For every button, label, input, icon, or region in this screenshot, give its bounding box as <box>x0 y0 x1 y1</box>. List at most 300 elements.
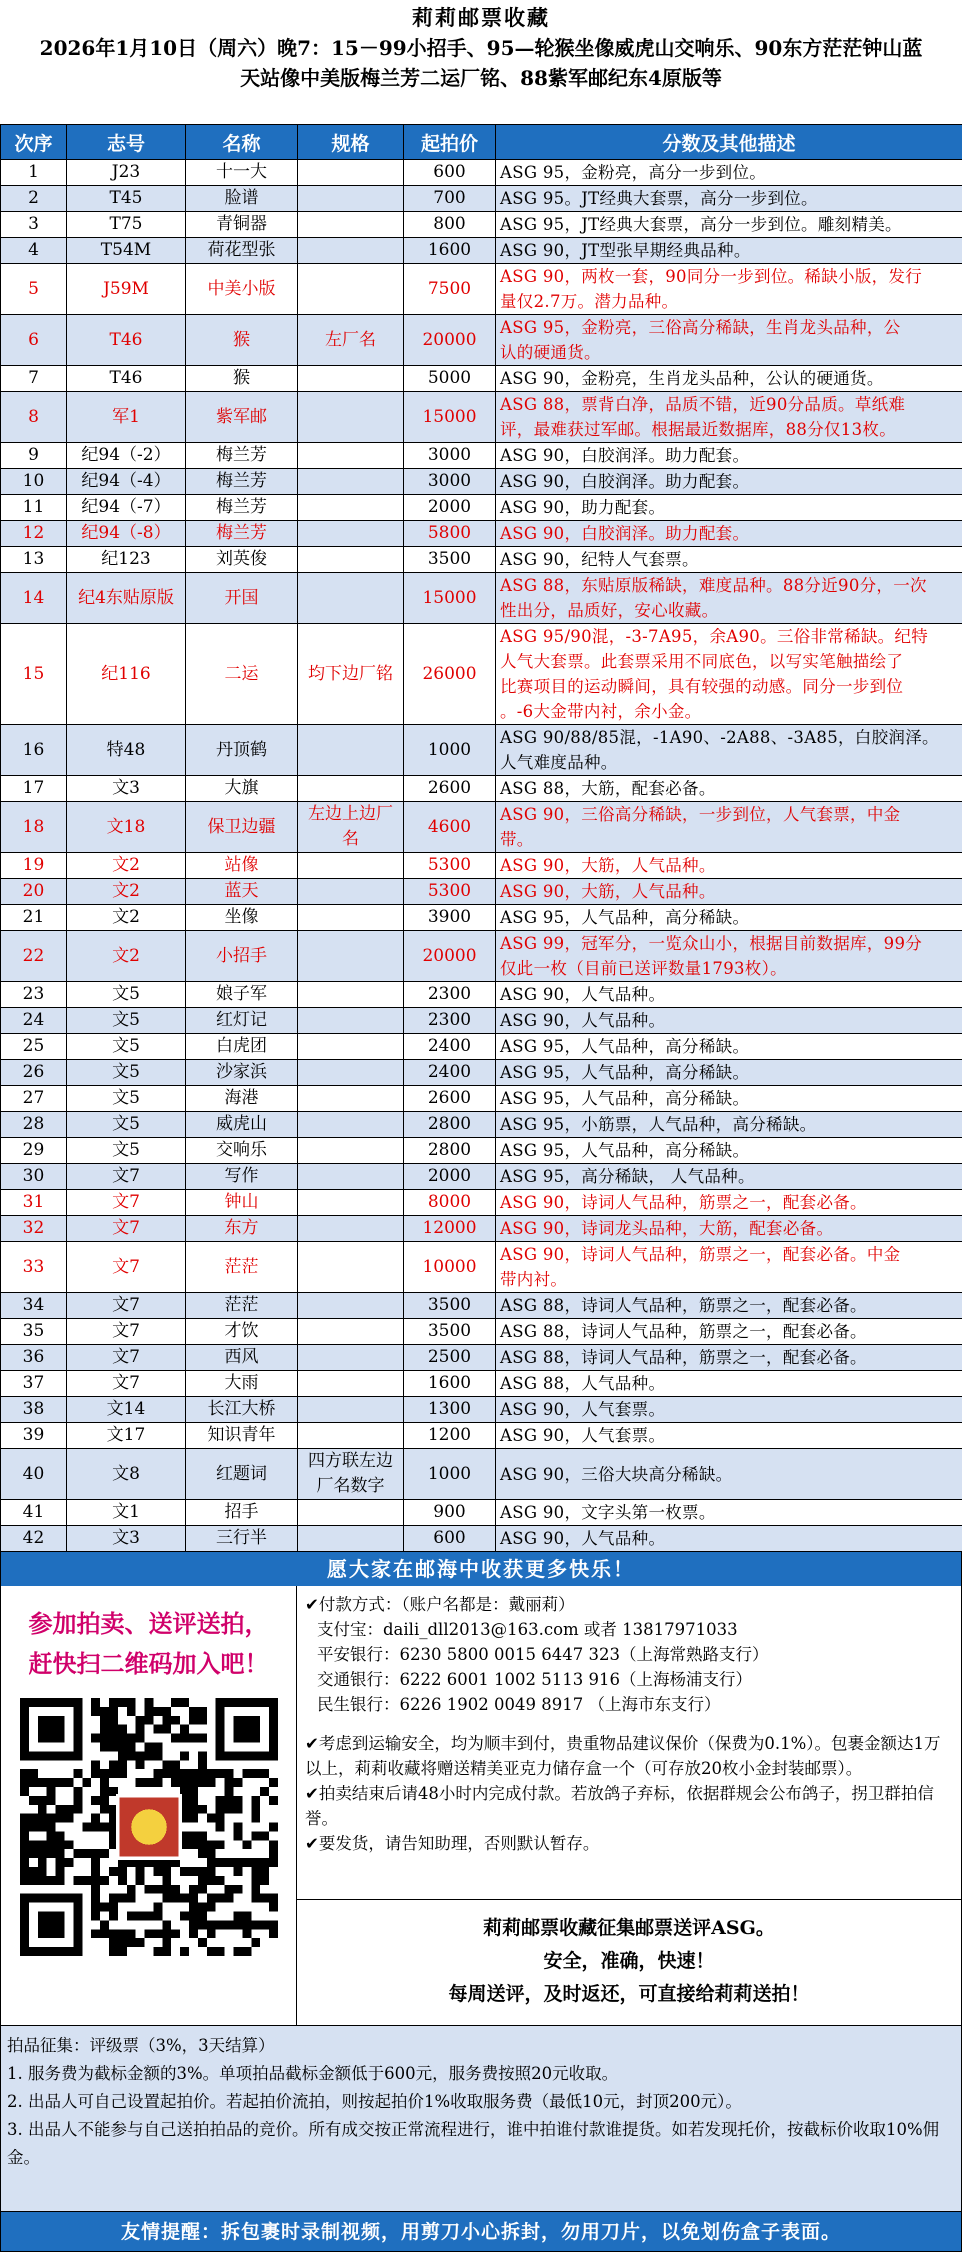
row-spec <box>298 1242 404 1293</box>
row-code: T46 <box>67 366 186 392</box>
row-price: 3000 <box>404 469 496 495</box>
row-desc-line: ASG 95，金粉亮，高分一步到位。 <box>500 160 958 185</box>
promo-line-1: 参加拍卖、送评送拍， <box>1 1604 296 1644</box>
row-name: 钟山 <box>186 1190 298 1216</box>
row-name: 长江大桥 <box>186 1397 298 1423</box>
row-price: 5300 <box>404 879 496 905</box>
row-name: 小招手 <box>186 931 298 982</box>
row-number: 2 <box>1 186 67 212</box>
row-desc-line: ASG 90，金粉亮，生肖龙头品种，公认的硬通货。 <box>500 366 958 391</box>
row-name: 刘英俊 <box>186 547 298 573</box>
row-desc <box>496 238 962 264</box>
row-number: 10 <box>1 469 67 495</box>
row-price: 2600 <box>404 1086 496 1112</box>
row-desc-line: ASG 95，人气品种，高分稀缺。 <box>500 905 958 930</box>
row-desc <box>496 495 962 521</box>
table-row <box>1 853 962 879</box>
row-desc <box>496 905 962 931</box>
rules-heading: 拍品征集：评级票（3%，3天结算） <box>7 2032 955 2060</box>
promo-line-2: 赶快扫二维码加入吧！ <box>1 1644 296 1684</box>
row-price: 2000 <box>404 495 496 521</box>
row-name: 招手 <box>186 1500 298 1526</box>
row-number: 32 <box>1 1216 67 1242</box>
row-price: 1300 <box>404 1397 496 1423</box>
header-spec: 规格 <box>298 125 404 160</box>
row-number: 11 <box>1 495 67 521</box>
row-code: 纪116 <box>67 624 186 725</box>
row-desc-line: ASG 90，三俗大块高分稀缺。 <box>500 1462 958 1487</box>
table-row <box>1 264 962 315</box>
row-desc <box>496 1086 962 1112</box>
table-row <box>1 238 962 264</box>
row-code: 文17 <box>67 1423 186 1449</box>
row-desc <box>496 725 962 776</box>
table-row <box>1 521 962 547</box>
row-price: 7500 <box>404 264 496 315</box>
row-desc-line: ASG 90，白胶润泽。助力配套。 <box>500 521 958 546</box>
page-title <box>0 0 962 124</box>
row-number: 35 <box>1 1319 67 1345</box>
payment-info <box>297 1586 961 1899</box>
row-desc <box>496 1242 962 1293</box>
row-desc-line: ASG 90，三俗高分稀缺，一步到位，人气套票，中金 <box>500 802 958 827</box>
row-name: 红题词 <box>186 1449 298 1500</box>
table-row <box>1 1190 962 1216</box>
row-desc <box>496 547 962 573</box>
row-number: 16 <box>1 725 67 776</box>
row-desc-line: ASG 90，人气套票。 <box>500 1397 958 1422</box>
table-row <box>1 1112 962 1138</box>
minsheng-account: 民生银行：6226 1902 0049 8917 （上海市东支行） <box>305 1692 953 1717</box>
row-desc-line: 。-6大金带内衬，余小金。 <box>500 699 958 724</box>
table-row <box>1 1164 962 1190</box>
row-number: 22 <box>1 931 67 982</box>
row-spec <box>298 879 404 905</box>
row-desc-line: ASG 95，JT经典大套票，高分一步到位。雕刻精美。 <box>500 212 958 237</box>
payment-heading: ✔付款方式：（账户名都是：戴丽莉） <box>305 1592 953 1617</box>
table-row <box>1 160 962 186</box>
row-spec <box>298 1526 404 1552</box>
row-code: 文7 <box>67 1345 186 1371</box>
alipay-account: 支付宝：daili_dll2013@163.com 或者 13817971033 <box>305 1617 953 1642</box>
row-name: 坐像 <box>186 905 298 931</box>
row-price: 2300 <box>404 982 496 1008</box>
row-desc <box>496 802 962 853</box>
table-row <box>1 547 962 573</box>
row-name: 交响乐 <box>186 1138 298 1164</box>
row-desc-line: ASG 88，东贴原版稀缺，难度品种。88分近90分，一次 <box>500 573 958 598</box>
row-price: 900 <box>404 1500 496 1526</box>
table-row <box>1 1423 962 1449</box>
row-desc-line: ASG 90，两枚一套，90同分一步到位。稀缺小版，发行 <box>500 264 958 289</box>
row-desc-line: ASG 90，诗词人气品种，筋票之一，配套必备。中金 <box>500 1242 958 1267</box>
row-number: 9 <box>1 443 67 469</box>
row-name: 茫茫 <box>186 1242 298 1293</box>
row-code: 文5 <box>67 1060 186 1086</box>
row-code: 特48 <box>67 725 186 776</box>
row-number: 33 <box>1 1242 67 1293</box>
row-number: 13 <box>1 547 67 573</box>
row-price: 600 <box>404 160 496 186</box>
row-desc <box>496 1190 962 1216</box>
row-price: 12000 <box>404 1216 496 1242</box>
table-row <box>1 469 962 495</box>
row-spec <box>298 982 404 1008</box>
row-code: 文1 <box>67 1500 186 1526</box>
row-spec <box>298 547 404 573</box>
row-spec <box>298 573 404 624</box>
row-spec <box>298 1086 404 1112</box>
row-price: 3500 <box>404 547 496 573</box>
row-desc-line: ASG 90，诗词龙头品种，大筋，配套必备。 <box>500 1216 958 1241</box>
table-row <box>1 1319 962 1345</box>
rule-1: 1. 服务费为截标金额的3%。单项拍品截标金额低于600元，服务费按照20元收取。 <box>7 2060 955 2088</box>
row-name: 茫茫 <box>186 1293 298 1319</box>
collect-line-3: 每周送评，及时返还，可直接给莉莉送拍！ <box>297 1978 961 2011</box>
row-desc-line: ASG 90，JT型张早期经典品种。 <box>500 238 958 263</box>
row-desc <box>496 1397 962 1423</box>
row-number: 39 <box>1 1423 67 1449</box>
row-price: 3500 <box>404 1319 496 1345</box>
row-spec: 四方联左边厂名数字 <box>298 1449 404 1500</box>
row-desc <box>496 1500 962 1526</box>
header-price: 起拍价 <box>404 125 496 160</box>
row-name: 保卫边疆 <box>186 802 298 853</box>
row-number: 26 <box>1 1060 67 1086</box>
row-number: 23 <box>1 982 67 1008</box>
row-price: 4600 <box>404 802 496 853</box>
row-spec: 均下边厂铭 <box>298 624 404 725</box>
row-desc-line: 带。 <box>500 827 958 852</box>
row-desc-line: ASG 99，冠军分，一览众山小，根据目前数据库，99分 <box>500 931 958 956</box>
row-number: 40 <box>1 1449 67 1500</box>
row-desc <box>496 1034 962 1060</box>
row-code: 纪94（-7） <box>67 495 186 521</box>
row-spec <box>298 1112 404 1138</box>
row-name: 二运 <box>186 624 298 725</box>
row-price: 15000 <box>404 392 496 443</box>
row-desc-line: ASG 88，票背白净，品质不错，近90分品质。草纸难 <box>500 392 958 417</box>
row-desc-line: ASG 90，纪特人气套票。 <box>500 547 958 572</box>
row-spec <box>298 495 404 521</box>
row-desc <box>496 776 962 802</box>
table-row <box>1 1526 962 1552</box>
row-code: 文7 <box>67 1190 186 1216</box>
table-row <box>1 392 962 443</box>
table-row <box>1 725 962 776</box>
row-desc <box>496 1371 962 1397</box>
row-number: 7 <box>1 366 67 392</box>
row-name: 青铜器 <box>186 212 298 238</box>
row-spec <box>298 1190 404 1216</box>
row-name: 荷花型张 <box>186 238 298 264</box>
row-name: 三行半 <box>186 1526 298 1552</box>
jiaotong-account: 交通银行：6222 6001 1002 5113 916（上海杨浦支行） <box>305 1667 953 1692</box>
row-number: 21 <box>1 905 67 931</box>
row-number: 29 <box>1 1138 67 1164</box>
row-desc-line: ASG 90，助力配套。 <box>500 495 958 520</box>
collect-line-1: 莉莉邮票收藏征集邮票送评ASG。 <box>297 1912 961 1945</box>
row-desc <box>496 160 962 186</box>
row-code: 文7 <box>67 1242 186 1293</box>
row-price: 5000 <box>404 366 496 392</box>
deadline-note: ✔拍卖结束后请48小时内完成付款。若放鸽子弃标，依据群规会公布鸽子，拐卫群拍信誉。 <box>305 1781 953 1831</box>
row-price: 1000 <box>404 1449 496 1500</box>
table-row <box>1 802 962 853</box>
table-row <box>1 1086 962 1112</box>
table-row <box>1 879 962 905</box>
row-number: 14 <box>1 573 67 624</box>
row-code: T46 <box>67 315 186 366</box>
table-row <box>1 495 962 521</box>
row-name: 白虎团 <box>186 1034 298 1060</box>
row-name: 海港 <box>186 1086 298 1112</box>
row-code: 纪94（-4） <box>67 469 186 495</box>
table-row <box>1 1345 962 1371</box>
qr-code-icon[interactable] <box>20 1698 278 1956</box>
row-number: 37 <box>1 1371 67 1397</box>
row-desc <box>496 1449 962 1500</box>
row-name: 威虎山 <box>186 1112 298 1138</box>
row-name: 梅兰芳 <box>186 521 298 547</box>
row-price: 3500 <box>404 1293 496 1319</box>
row-code: 文5 <box>67 1008 186 1034</box>
row-price: 2500 <box>404 1345 496 1371</box>
row-name: 十一大 <box>186 160 298 186</box>
table-row <box>1 982 962 1008</box>
header-no: 次序 <box>1 125 67 160</box>
row-code: J59M <box>67 264 186 315</box>
table-row <box>1 931 962 982</box>
row-desc <box>496 366 962 392</box>
row-desc <box>496 443 962 469</box>
row-number: 20 <box>1 879 67 905</box>
row-desc <box>496 1423 962 1449</box>
row-name: 脸谱 <box>186 186 298 212</box>
row-desc-line: ASG 90，人气品种。 <box>500 1008 958 1033</box>
row-desc <box>496 1293 962 1319</box>
row-code: 文7 <box>67 1216 186 1242</box>
row-number: 41 <box>1 1500 67 1526</box>
row-desc-line: ASG 90，诗词人气品种，筋票之一，配套必备。 <box>500 1190 958 1215</box>
row-code: 文3 <box>67 776 186 802</box>
auction-table <box>0 124 962 1552</box>
row-number: 3 <box>1 212 67 238</box>
row-number: 27 <box>1 1086 67 1112</box>
row-desc-line: ASG 95，小筋票，人气品种，高分稀缺。 <box>500 1112 958 1137</box>
table-row <box>1 1397 962 1423</box>
row-number: 5 <box>1 264 67 315</box>
rule-3: 3. 出品人不能参与自己送拍拍品的竞价。所有成交按正常流程进行，谁中拍谁付款谁提货。如若发现托价，按截标价收取10%佣金。 <box>7 2116 955 2172</box>
row-desc <box>496 212 962 238</box>
row-number: 31 <box>1 1190 67 1216</box>
row-desc <box>496 1526 962 1552</box>
row-desc-line: ASG 95，高分稀缺， 人气品种。 <box>500 1164 958 1189</box>
row-code: 文7 <box>67 1164 186 1190</box>
row-desc-line: ASG 90，文字头第一枚票。 <box>500 1500 958 1525</box>
row-number: 25 <box>1 1034 67 1060</box>
row-code: 纪94（-2） <box>67 443 186 469</box>
row-name: 沙家浜 <box>186 1060 298 1086</box>
row-desc-line: ASG 90，人气品种。 <box>500 982 958 1007</box>
row-code: 纪4东贴原版 <box>67 573 186 624</box>
table-row <box>1 1216 962 1242</box>
row-name: 大雨 <box>186 1371 298 1397</box>
row-name: 中美小版 <box>186 264 298 315</box>
row-desc <box>496 573 962 624</box>
row-spec: 左厂名 <box>298 315 404 366</box>
row-spec <box>298 1060 404 1086</box>
table-row <box>1 1060 962 1086</box>
header-code: 志号 <box>67 125 186 160</box>
table-row <box>1 776 962 802</box>
row-spec <box>298 1319 404 1345</box>
row-name: 猴 <box>186 315 298 366</box>
collect-line-2: 安全，准确，快速！ <box>297 1945 961 1978</box>
row-price: 15000 <box>404 573 496 624</box>
row-price: 26000 <box>404 624 496 725</box>
row-desc <box>496 186 962 212</box>
row-price: 3000 <box>404 443 496 469</box>
row-price: 2600 <box>404 776 496 802</box>
row-desc <box>496 1319 962 1345</box>
row-desc <box>496 392 962 443</box>
title-line-2: 2026年1月10日（周六）晚7：15－99小招手、95—轮猴坐像威虎山交响乐、90东方茫茫钟山蓝 <box>0 33 962 63</box>
row-spec <box>298 776 404 802</box>
row-number: 18 <box>1 802 67 853</box>
row-spec <box>298 212 404 238</box>
row-spec <box>298 238 404 264</box>
row-code: 军1 <box>67 392 186 443</box>
row-spec <box>298 1008 404 1034</box>
row-name: 娘子军 <box>186 982 298 1008</box>
row-price: 1600 <box>404 238 496 264</box>
row-desc-line: ASG 88，人气品种。 <box>500 1371 958 1396</box>
row-desc-line: ASG 95，人气品种，高分稀缺。 <box>500 1138 958 1163</box>
table-row <box>1 1500 962 1526</box>
wish-bar: 愿大家在邮海中收获更多快乐！ <box>0 1552 962 1586</box>
row-desc <box>496 315 962 366</box>
row-spec <box>298 1423 404 1449</box>
row-desc-line: ASG 95，人气品种，高分稀缺。 <box>500 1086 958 1111</box>
row-price: 2400 <box>404 1060 496 1086</box>
row-spec <box>298 931 404 982</box>
table-row <box>1 1138 962 1164</box>
row-price: 1600 <box>404 1371 496 1397</box>
row-spec <box>298 186 404 212</box>
row-spec <box>298 1500 404 1526</box>
row-spec <box>298 1216 404 1242</box>
row-desc-line: ASG 90，白胶润泽。助力配套。 <box>500 443 958 468</box>
row-spec: 左边上边厂名 <box>298 802 404 853</box>
row-desc-line: ASG 88，大筋，配套必备。 <box>500 776 958 801</box>
row-desc <box>496 1164 962 1190</box>
row-desc-line: ASG 95，人气品种，高分稀缺。 <box>500 1060 958 1085</box>
row-desc <box>496 1112 962 1138</box>
row-desc-line: ASG 90，大筋，人气品种。 <box>500 853 958 878</box>
row-price: 3900 <box>404 905 496 931</box>
row-desc <box>496 264 962 315</box>
header-desc: 分数及其他描述 <box>496 125 962 160</box>
row-number: 42 <box>1 1526 67 1552</box>
row-code: 文5 <box>67 982 186 1008</box>
row-number: 8 <box>1 392 67 443</box>
payment-section <box>0 1586 962 2026</box>
row-desc <box>496 1216 962 1242</box>
row-desc-line: ASG 90，人气套票。 <box>500 1423 958 1448</box>
row-desc-line: 比赛项目的运动瞬间，具有较强的动感。同分一步到位 <box>500 674 958 699</box>
collect-notice <box>297 1899 961 2025</box>
row-spec <box>298 1138 404 1164</box>
row-spec <box>298 366 404 392</box>
row-number: 36 <box>1 1345 67 1371</box>
table-row <box>1 905 962 931</box>
row-code: 文7 <box>67 1293 186 1319</box>
row-name: 梅兰芳 <box>186 495 298 521</box>
row-code: 文5 <box>67 1112 186 1138</box>
qr-column <box>1 1586 297 2025</box>
row-desc-line: 人气大套票。此套票采用不同底色，以写实笔触描绘了 <box>500 649 958 674</box>
row-code: 文2 <box>67 853 186 879</box>
row-code: 文2 <box>67 931 186 982</box>
table-row <box>1 1242 962 1293</box>
row-price: 800 <box>404 212 496 238</box>
row-desc-line: ASG 95/90混，-3-7A95，余A90。三俗非常稀缺。纪特 <box>500 624 958 649</box>
row-name: 大旗 <box>186 776 298 802</box>
row-price: 2000 <box>404 1164 496 1190</box>
row-desc <box>496 853 962 879</box>
row-spec <box>298 905 404 931</box>
row-code: 文5 <box>67 1086 186 1112</box>
row-number: 12 <box>1 521 67 547</box>
table-row <box>1 443 962 469</box>
row-code: 文18 <box>67 802 186 853</box>
shipping-note: ✔考虑到运输安全，均为顺丰到付，贵重物品建议保价（保费为0.1%）。包裹金额达1万以上，莉莉收藏将赠送精美亚克力储存盒一个（可存放20枚小金封装邮票）。 <box>305 1731 953 1781</box>
row-number: 28 <box>1 1112 67 1138</box>
table-row <box>1 1449 962 1500</box>
row-desc-line: ASG 88，诗词人气品种，筋票之一，配套必备。 <box>500 1319 958 1344</box>
row-name: 红灯记 <box>186 1008 298 1034</box>
row-code: 文7 <box>67 1371 186 1397</box>
table-row <box>1 1371 962 1397</box>
row-name: 开国 <box>186 573 298 624</box>
table-row <box>1 1008 962 1034</box>
row-code: 纪94（-8） <box>67 521 186 547</box>
row-name: 梅兰芳 <box>186 443 298 469</box>
row-spec <box>298 443 404 469</box>
row-desc-line: ASG 90，大筋，人气品种。 <box>500 879 958 904</box>
row-desc-line: ASG 90/88/85混，-1A90、-2A88、-3A85，白胶润泽。 <box>500 725 958 750</box>
table-row <box>1 212 962 238</box>
row-desc <box>496 624 962 725</box>
row-price: 10000 <box>404 1242 496 1293</box>
row-desc-line: ASG 88，诗词人气品种，筋票之一，配套必备。 <box>500 1293 958 1318</box>
row-desc-line: 评，最难获过军邮。根据最近数据库，88分仅13枚。 <box>500 417 958 442</box>
row-code: 文3 <box>67 1526 186 1552</box>
row-price: 2400 <box>404 1034 496 1060</box>
row-code: 文7 <box>67 1319 186 1345</box>
row-price: 700 <box>404 186 496 212</box>
row-name: 西风 <box>186 1345 298 1371</box>
row-name: 写作 <box>186 1164 298 1190</box>
row-spec <box>298 1164 404 1190</box>
title-line-1: 莉莉邮票收藏 <box>0 3 962 33</box>
row-code: 文8 <box>67 1449 186 1500</box>
row-spec <box>298 521 404 547</box>
row-desc-line: 性出分，品质好，安心收藏。 <box>500 598 958 623</box>
row-name: 紫军邮 <box>186 392 298 443</box>
pingan-account: 平安银行：6230 5800 0015 6447 323（上海常熟路支行） <box>305 1642 953 1667</box>
